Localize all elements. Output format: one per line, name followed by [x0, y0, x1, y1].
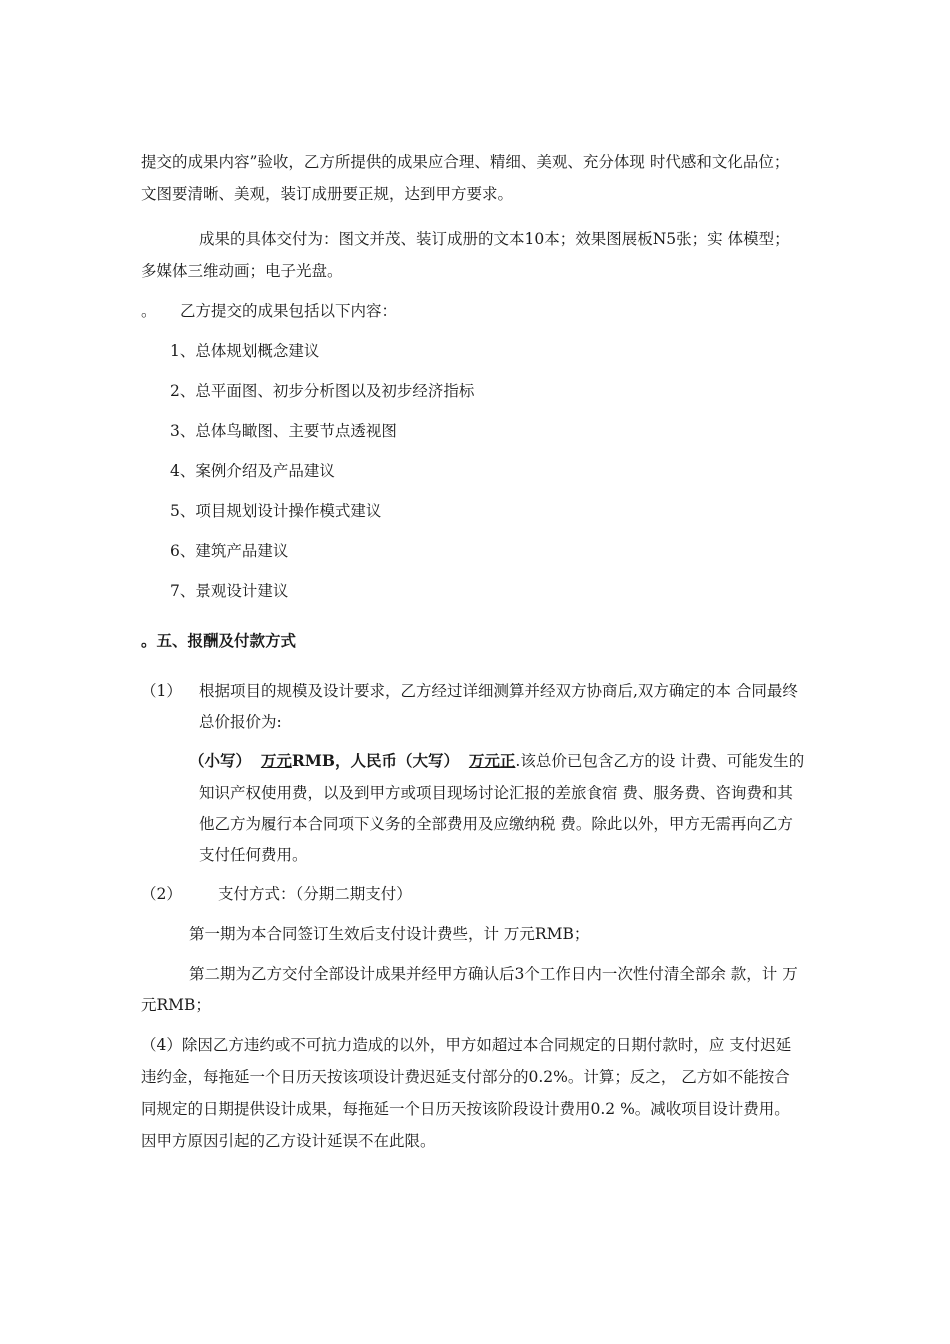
clause-4-line-2: 违约金，每拖延一个日历天按该项设计费迟延支付部分的0.2%。计算；反之， 乙方如不能按合 — [141, 1068, 790, 1086]
clause-1-line-5: 他乙方为履行本合同项下义务的全部费用及应缴纳税 费。除此以外，甲方无需再向乙方 — [199, 815, 793, 833]
delivery-line-2: 多媒体三维动画；电子光盘。 — [141, 262, 343, 280]
price-uppercase-label: RMB，人民币（大写） — [291, 751, 460, 770]
section-heading: 。五、报酬及付款方式 — [141, 631, 297, 650]
price-unit-2: 万元正 — [468, 751, 516, 770]
clause-2-number: （2） — [141, 885, 182, 903]
intro-line-2: 文图要清晰、美观，装订成册要正规，达到甲方要求。 — [141, 185, 514, 203]
clause-1-line-4: 知识产权使用费，以及到甲方或项目现场讨论汇报的差旅食宿 费、服务费、咨询费和其 — [199, 784, 793, 802]
clause-4-line-4: 因甲方原因引起的乙方设计延误不在此限。 — [141, 1132, 436, 1150]
contents-bullet: 。 — [141, 302, 157, 320]
price-unit-1: 万元 — [260, 751, 292, 770]
clause-1-number: （1） — [141, 682, 182, 700]
clause-1-line-6: 支付任何费用。 — [199, 846, 308, 864]
payment-1: 第一期为本合同签订生效后支付设计费些，计 万元RMB； — [189, 925, 590, 943]
clause-4-line-3: 同规定的日期提供设计成果，每拖延一个日历天按该阶段设计费用0.2 %。减收项目设计费用。 — [141, 1100, 790, 1118]
delivery-line-1: 成果的具体交付为：图文并茂、装订成册的文本10本；效果图展板N5张；实 体模型； — [199, 230, 790, 248]
price-line-rest: .该总价已包含乙方的设 计费、可能发生的 — [515, 752, 805, 770]
list-item: 5、项目规划设计操作模式建议 — [170, 502, 382, 520]
price-line — [189, 751, 804, 771]
list-item: 6、建筑产品建议 — [170, 542, 289, 560]
price-lowercase-label: （小写） — [189, 751, 252, 770]
contents-heading: 乙方提交的成果包括以下内容： — [180, 302, 398, 320]
payment-2-line-2: 元RMB； — [141, 996, 211, 1014]
list-item: 7、景观设计建议 — [170, 582, 289, 600]
intro-line-1: 提交的成果内容”验收，乙方所提供的成果应合理、精细、美观、充分体现 时代感和文化品位； — [141, 153, 790, 171]
payment-2-line-1: 第二期为乙方交付全部设计成果并经甲方确认后3个工作日内一次性付清全部余 款，计 万 — [189, 965, 798, 983]
list-item: 2、总平面图、初步分析图以及初步经济指标 — [170, 382, 475, 400]
clause-1-line-1: 根据项目的规模及设计要求，乙方经过详细测算并经双方协商后,双方确定的本 合同最终 — [199, 682, 798, 700]
list-item: 3、总体鸟瞰图、主要节点透视图 — [170, 422, 397, 440]
list-item: 1、总体规划概念建议 — [170, 342, 320, 360]
clause-2-text: 支付方式：（分期二期支付） — [218, 885, 412, 903]
clause-4-line-1: （4）除因乙方违约或不可抗力造成的以外，甲方如超过本合同规定的日期付款时，应 支付迟延 — [141, 1036, 792, 1054]
list-item: 4、案例介绍及产品建议 — [170, 462, 335, 480]
clause-1-line-2: 总价报价为: — [199, 713, 282, 731]
